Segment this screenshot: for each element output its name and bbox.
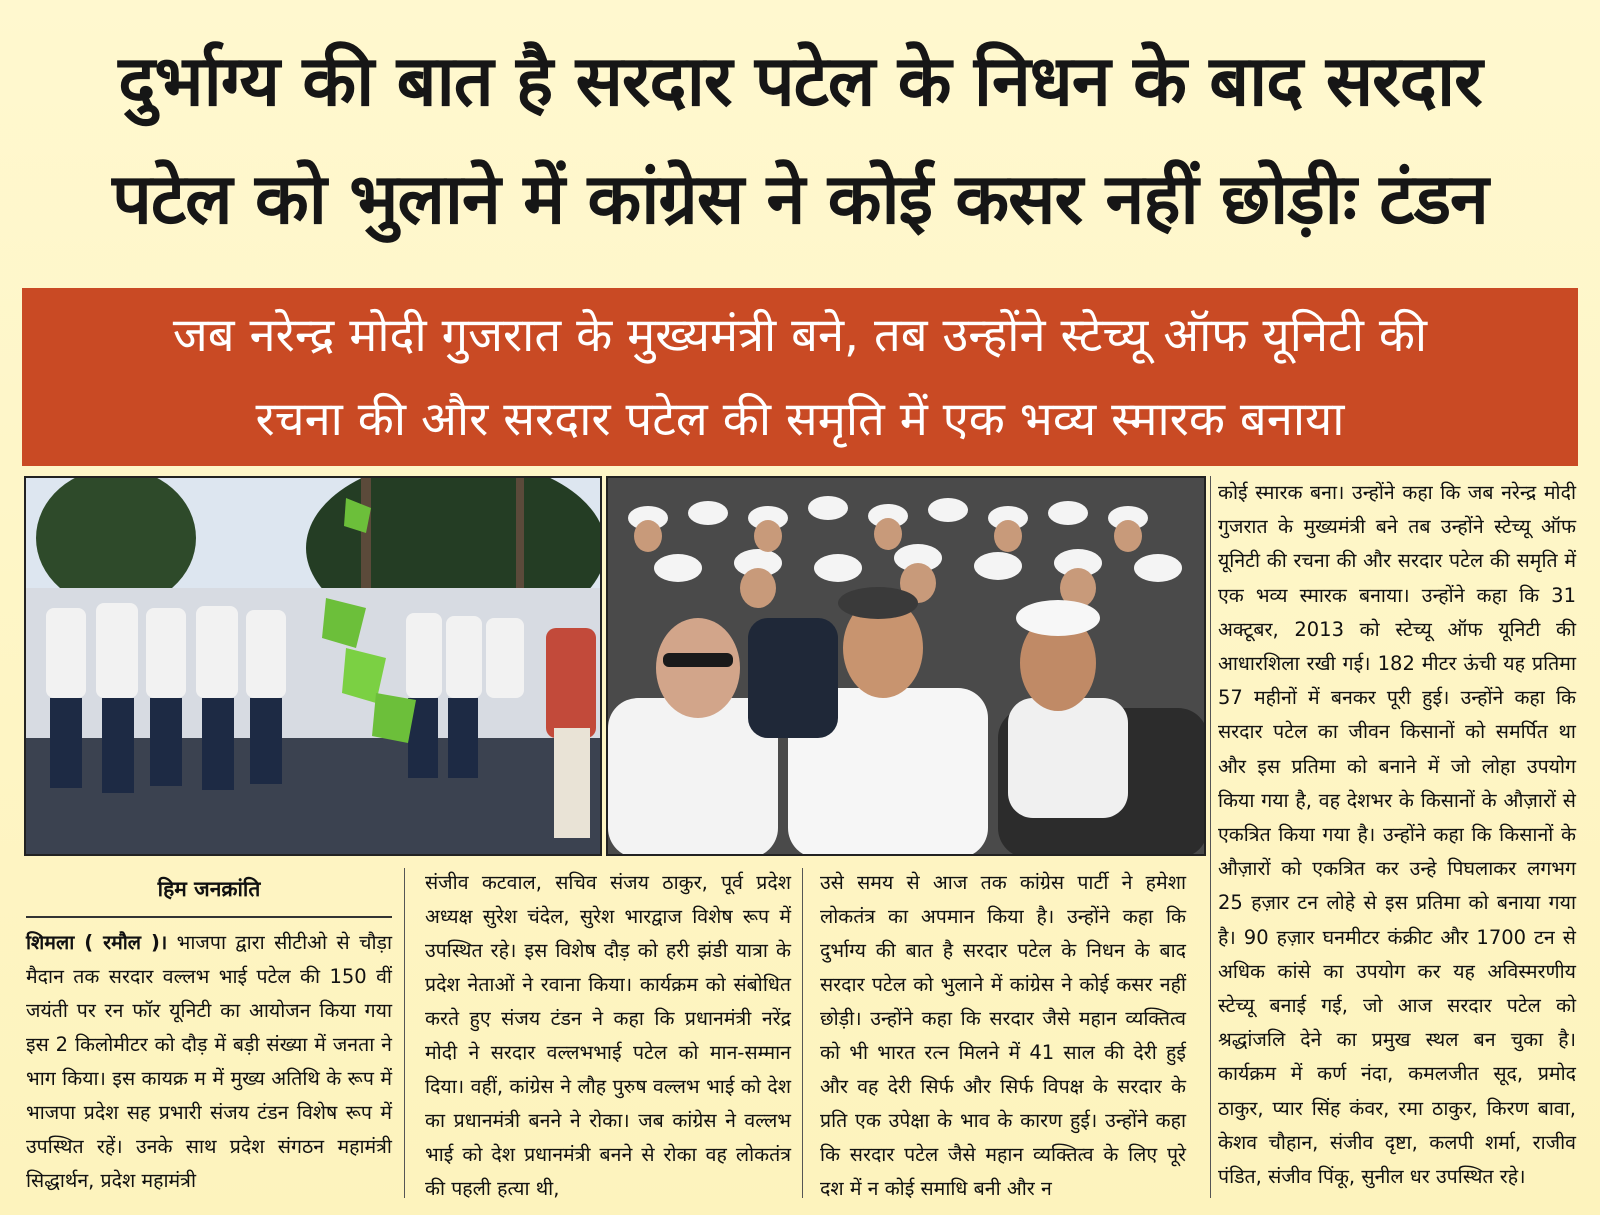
photo-march-illustration [26, 478, 602, 856]
photo-run-for-unity-march [24, 476, 602, 856]
byline-rule [26, 916, 392, 918]
column-divider [802, 868, 803, 1198]
column-2-text: संजीव कटवाल, सचिव संजय ठाकुर, पूर्व प्रदेश अध्यक्ष सुरेश चंदेल, सुरेश भारद्वाज विशेष रूप में उपस्थित रहे। इस विशेष दौड़ को हरी झंडी यात्रा के प्रदेश नेताओं ने रवाना किया। कार्यक्रम को संबोधित करते हुए संजय टंडन ने कहा कि प्रधानमंत्री नरेंद्र मोदी ने सरदार वल्लभभाई पटेल को मान-सम्मान दिया। वहीं, कांग्रेस ने लौह पुरुष वल्लभ भाई को देश का प्रधानमंत्री बनने ने रोका। जब कांग्रेस ने वल्लभ भाई को देश प्रधानमंत्री बनने से रोका वह लोकतंत्र की पहली हत्या थी, [425, 871, 791, 1200]
column-1-text: भाजपा द्वारा सीटीओ से चौड़ा मैदान तक सरदार वल्लभ भाई पटेल की 150 वीं जयंती पर रन फॉर यूनिटी का आयोजन किया गया इस 2 किलोमीटर को दौड़ में बड़ी संख्या में जनता ने भाग किया। इस कायक्र म में मुख्य अतिथि के रूप में भाजपा प्रदेश सह प्रभारी संजय टंडन विशेष रूप में उपस्थित रहें। उनके साथ प्रदेश संगठन महामंत्री सिद्धार्थन, प्रदेश महामंत्री [26, 931, 392, 1192]
article-column-1 [26, 872, 392, 1198]
dateline: शिमला ( रमौल )। [26, 931, 168, 954]
byline: हिम जनक्रांति [157, 877, 261, 901]
column-divider [1210, 476, 1211, 1198]
photo-crowd-illustration [608, 478, 1206, 856]
article-column-4 [1218, 476, 1576, 1194]
article-paragraph-1 [26, 926, 392, 1198]
column-3-text: उसे समय से आज तक कांग्रेस पार्टी ने हमेशा लोकतंत्र का अपमान किया है। उन्होंने कहा कि दुर्भाग्य की बात है सरदार पटेल के निधन के बाद सरदार पटेल को भुलाने में कांग्रेस ने कोई कसर नहीं छोड़ी। उन्होंने कहा कि सरदार जैसे महान व्यक्तित्व को भी भारत रत्न मिलने में 41 साल की देरी हुई और वह देरी सिर्फ और सिर्फ विपक्ष के सरदार के प्रति एक उपेक्षा के भाव के कारण हुई। उन्होंने कहा कि सरदार पटेल जैसे महान व्यक्तित्व के लिए पूरे दश में न कोई समाधि बनी और न [820, 871, 1186, 1200]
article-column-2 [425, 866, 791, 1206]
headline-line-2: पटेल को भुलाने में कांग्रेस ने कोई कसर नहीं छोड़ीः टंडन [112, 158, 1488, 240]
headline-line-1: दुर्भाग्य की बात है सरदार पटेल के निधन के बाद सरदार [118, 40, 1482, 122]
subheadline-line-1: जब नरेन्द्र मोदी गुजरात के मुख्यमंत्री बने, तब उन्होंने स्टेच्यू ऑफ यूनिटी की [172, 308, 1428, 363]
subheadline-banner [22, 288, 1578, 466]
photo-seated-participants [606, 476, 1206, 856]
subheadline-line-2: रचना की और सरदार पटेल की समृति में एक भव्य स्मारक बनाया [255, 392, 1345, 447]
headline [24, 22, 1576, 282]
column-4-text: कोई स्मारक बना। उन्होंने कहा कि जब नरेन्द्र मोदी गुजरात के मुख्यमंत्री बने तब उन्होंने स्टेच्यू ऑफ यूनिटी की रचना की और सरदार पटेल की समृति में एक भव्य स्मारक बनाया। उन्होंने कहा कि 31 अक्टूबर, 2013 को स्टेच्यू ऑफ यूनिटी की आधारशिला रखी गई। 182 मीटर ऊंची यह प्रतिमा 57 महीनों में बनकर पूरी हुई। उन्होंने कहा कि सरदार पटेल का जीवन किसानों को समर्पित था और इस प्रतिमा को बनाने में जो लोहा उपयोग किया गया है, वह देशभर के किसानों के औज़ारों से एकत्रित किया गया है। उन्होंने कहा कि किसानों के औज़ारों को एकत्रित कर उन्हे पिघलाकर लगभग 25 हज़ार टन लोहे से इस प्रतिमा को बनाया गया है। 90 हज़ार घनमीटर कंक्रीट और 1700 टन से अधिक कांसे का उपयोग कर यह अविस्मरणीय स्टेच्यू बनाई गई, जो आज सरदार पटेल को श्रद्धांजलि देने का प्रमुख स्थल बन चुका है। कार्यक्रम में कर्ण नंदा, कमलजीत सूद, प्रमोद ठाकुर, प्यार सिंह कंवर, रमा ठाकुर, किरण बावा, केशव चौहान, संजीव दृष्टा, कलपी शर्मा, राजीव पंडित, संजीव पिंकू, सुनील धर उपस्थित रहे। [1218, 481, 1576, 1189]
column-divider [404, 868, 405, 1198]
article-column-3 [820, 866, 1186, 1206]
